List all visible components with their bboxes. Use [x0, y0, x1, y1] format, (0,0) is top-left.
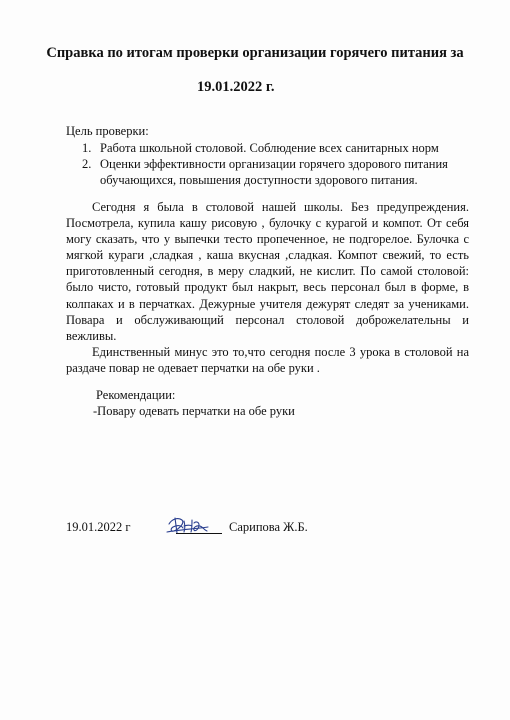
report-body: [66, 199, 469, 376]
recommendations-title: Рекомендации:: [96, 388, 176, 402]
goal-text: Работа школьной столовой. Соблюдение всех санитарных норм: [100, 141, 439, 155]
goal-label: Цель проверки:: [66, 124, 149, 138]
document-title: Справка по итогам проверки организации горячего питания за: [46, 45, 464, 61]
signature-line: [176, 533, 222, 534]
goal-item: [66, 140, 456, 156]
goal-number: 1.: [82, 141, 92, 155]
recommendation-item: -Повару одевать перчатки на обе руки: [93, 404, 295, 418]
goal-number: 2.: [82, 157, 92, 171]
document-title-date: 19.01.2022 г.: [197, 79, 275, 95]
goal-item: [66, 156, 456, 188]
report-paragraph: Сегодня я была в столовой нашей школы. Без предупреждения. Посмотрела, купила кашу рисовую , булочку с курагой и компот. От себя могу сказать, что у выпечки тесто пропеченное, не подгорелое. Булочка с мягкой кураги ,сладкая , каша вкусная ,сладкая. Компот свежий, то есть приготовленный сегодня, в меру сладкий, не кислит. По самой столовой: было чисто, готовый продукт был накрыт, весь персонал был в форме, в колпаках и в перчатках. Дежурные учителя дежурят следят за учениками. Повара и обслуживающий персонал столовой доброжелательны и вежливы.: [66, 200, 469, 343]
goal-text: Оценки эффективности организации горячего здорового питания обучающихся, повышения доступности здорового питания.: [100, 157, 448, 187]
goals-list: [66, 140, 456, 188]
report-paragraph: Единственный минус это то,что сегодня после 3 урока в столовой на раздаче повар не одевает перчатки на обе руки .: [66, 344, 469, 375]
signature-date: 19.01.2022 г: [66, 520, 131, 534]
signatory-name: Сарипова Ж.Б.: [229, 520, 308, 534]
